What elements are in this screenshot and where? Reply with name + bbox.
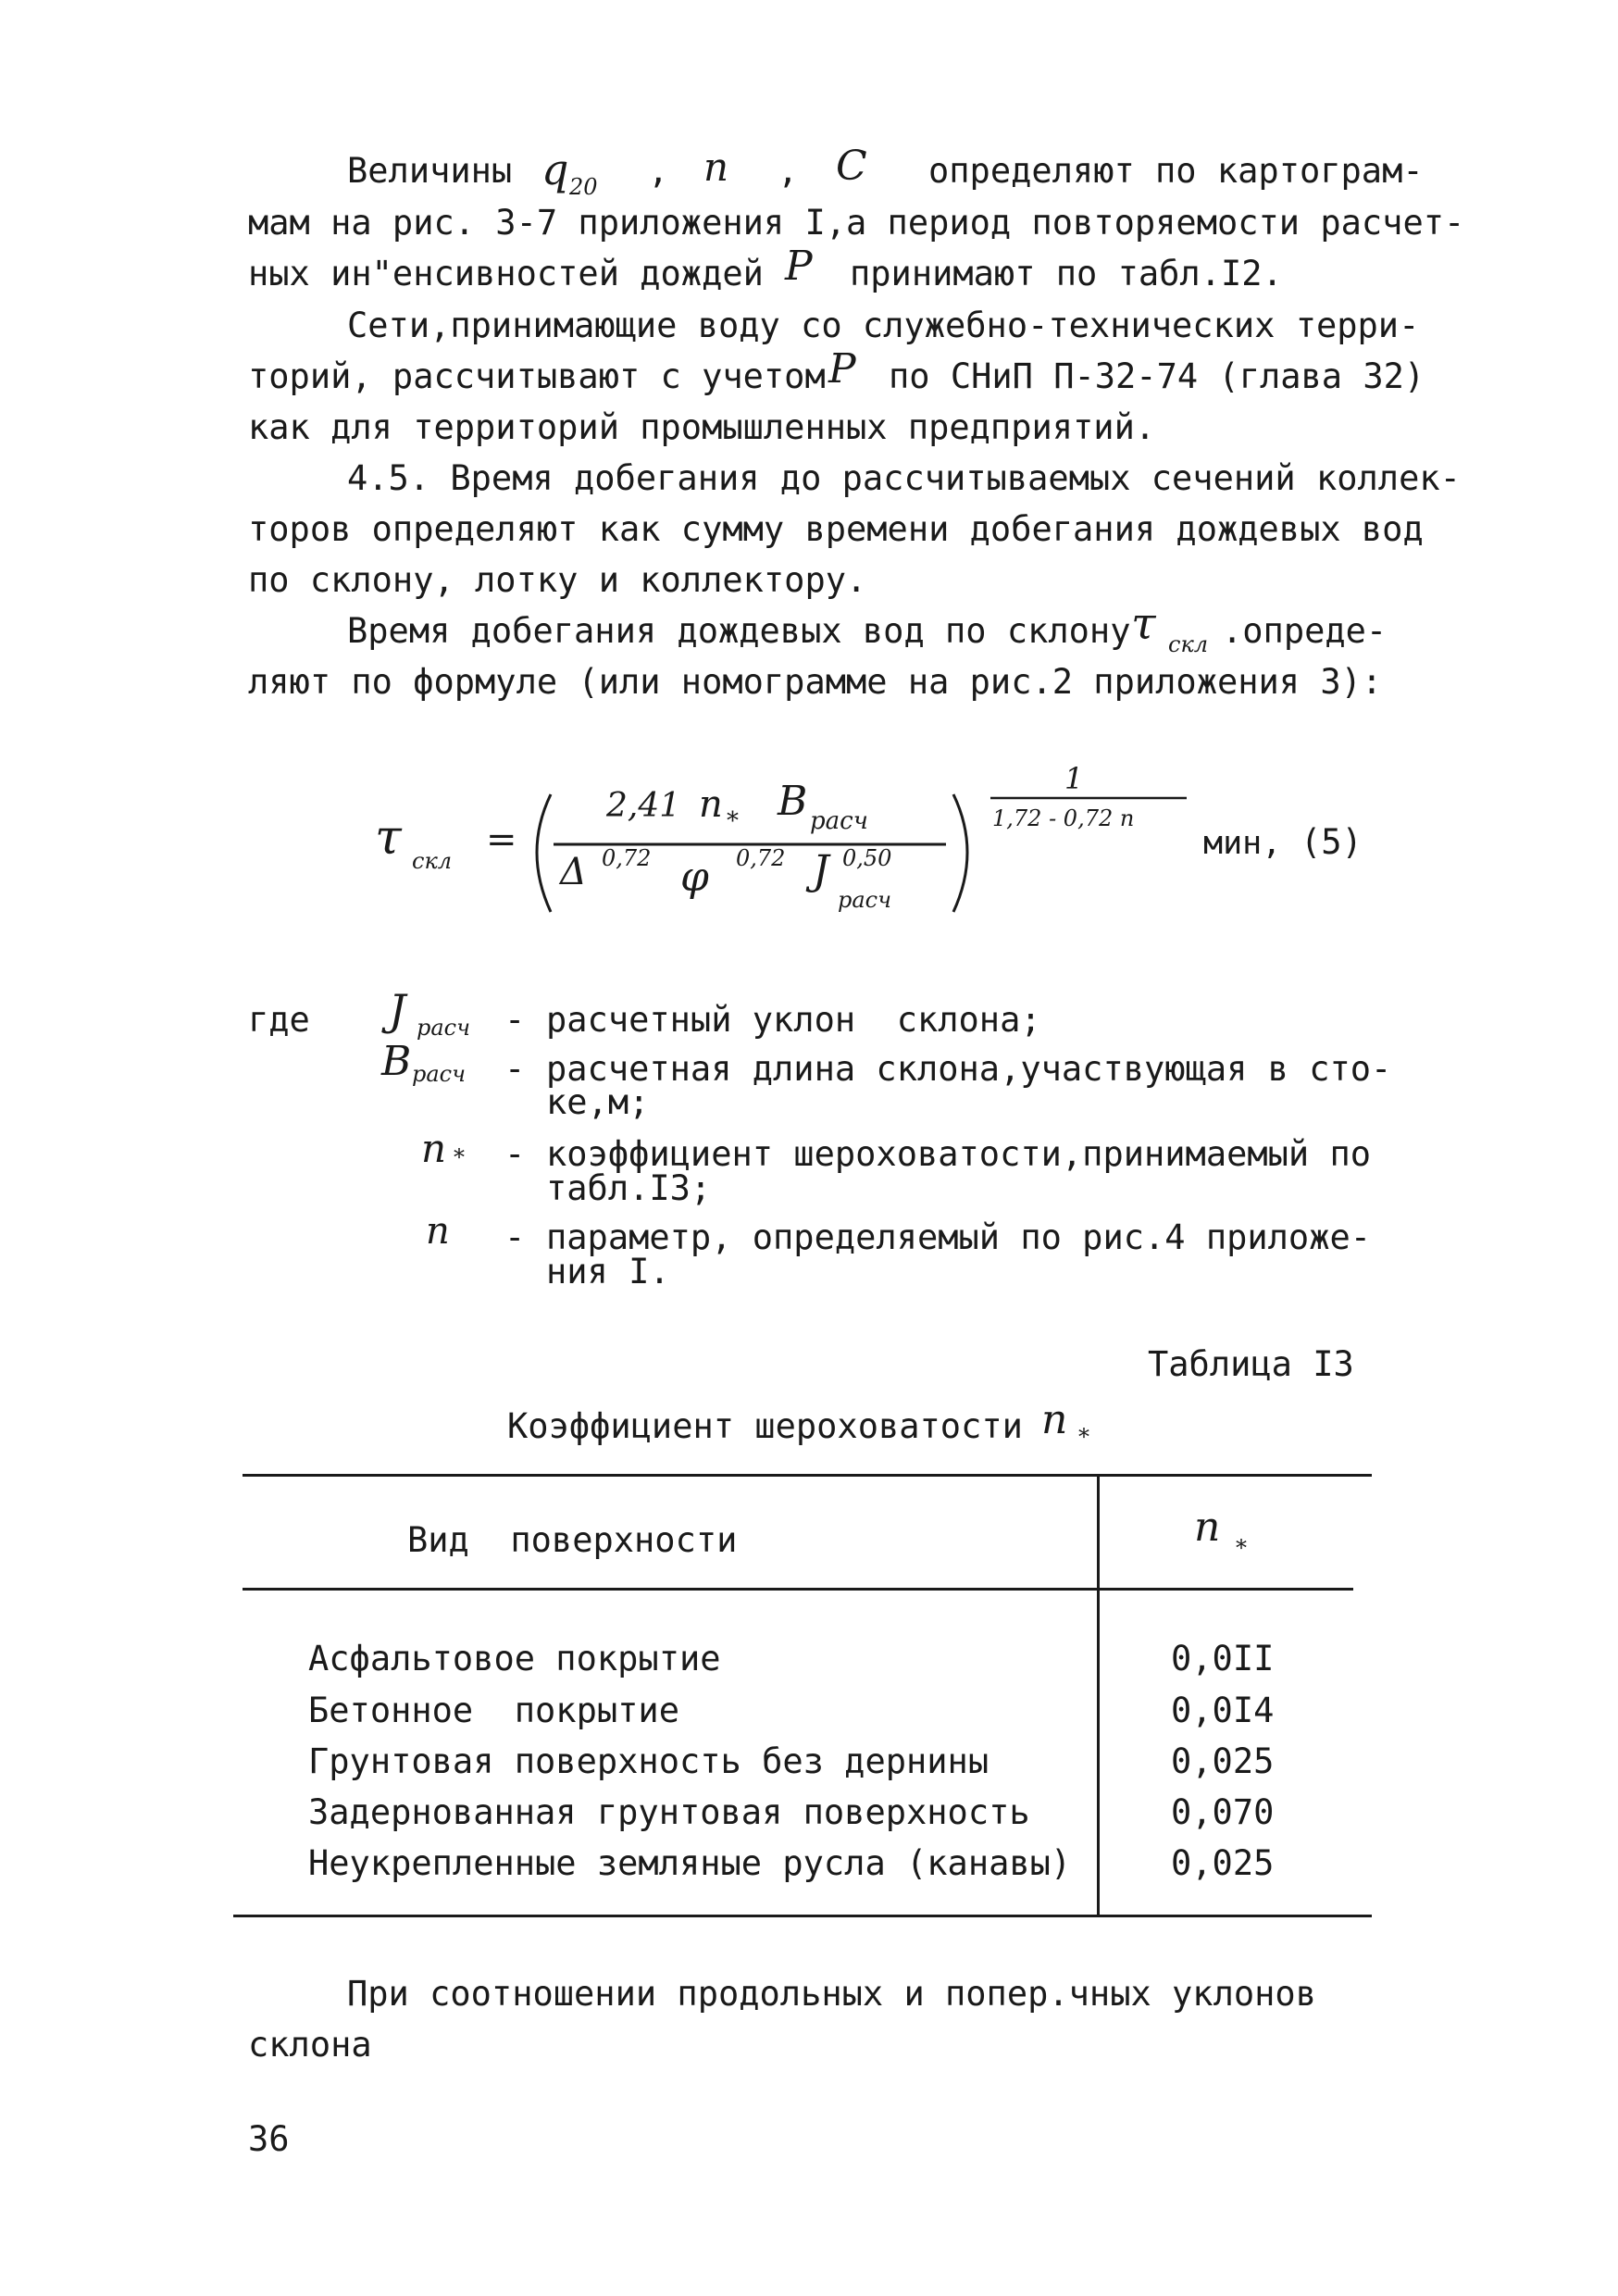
table-row-5-surface: Неукрепленные земляные русла (канавы) — [308, 1843, 1072, 1883]
para1-line3-prefix: ных ин"енсивностей дождей — [248, 254, 764, 293]
table-row-4-value: 0,070 — [1171, 1792, 1275, 1832]
table-row-3-value: 0,025 — [1171, 1741, 1275, 1781]
table-row-1-surface: Асфальтовое покрытие — [308, 1639, 721, 1678]
def2-dash: - — [504, 1049, 526, 1089]
para4-line1-prefix: Время добегания дождевых вод по склону — [347, 611, 1131, 651]
para2-line1: Сети,принимающие воду со служебно-технических терри- — [347, 306, 1420, 345]
table-row-4-surface: Задернованная грунтовая поверхность — [308, 1792, 1030, 1832]
p-symbol-2: P — [828, 345, 856, 393]
para3-line2: торов определяют как сумму времени добегания дождевых вод — [248, 509, 1424, 549]
den-j: J — [813, 847, 829, 894]
num-b-subscript: расч — [810, 807, 868, 835]
p-symbol: P — [785, 243, 813, 290]
def4-symbol: n — [426, 1210, 450, 1253]
formula-unit: мин, — [1203, 825, 1282, 862]
para5-line2: склона — [248, 2025, 372, 2065]
def3-text-line2: табл.I3; — [546, 1168, 712, 1208]
den-delta: Δ — [560, 851, 587, 893]
para2-line2-prefix: торий, рассчитывают с учетом — [248, 356, 826, 396]
def1-symbol-subscript: расч — [417, 1015, 471, 1041]
num-coefficient: 2,41 — [606, 787, 681, 825]
table-caption-symbol-subscript: * — [1078, 1424, 1089, 1450]
para3-line3: по склону, лотку и коллектору. — [248, 560, 867, 600]
table-row-5-value: 0,025 — [1171, 1843, 1275, 1883]
table-top-rule — [243, 1474, 1372, 1477]
c-symbol: C — [836, 143, 867, 190]
formula-5 — [0, 0, 1618, 1018]
power-numerator: 1 — [1064, 761, 1084, 796]
formula-number: (5) — [1301, 822, 1363, 862]
q20-subscript: 20 — [569, 174, 598, 200]
den-j-exponent: 0,50 — [842, 845, 892, 871]
table-row-2-surface: Бетонное покрытие — [308, 1691, 679, 1730]
def3-symbol-subscript: * — [454, 1144, 465, 1170]
table-caption: Коэффициент шероховатости — [507, 1406, 1023, 1446]
definitions-where: где — [248, 1000, 310, 1040]
para2-line2-suffix: по СНиП П-32-74 (глава 32) — [889, 356, 1425, 396]
para1-line1-prefix: Величины — [347, 151, 513, 191]
para4-line2: ляют по формуле (или номограмме на рис.2 приложения 3): — [248, 662, 1383, 702]
table-bottom-rule — [233, 1915, 1372, 1917]
tau-subscript: скл — [1168, 631, 1209, 657]
den-delta-exponent: 0,72 — [602, 845, 652, 871]
def2-text-line1: расчетная длина склона,участвующая в сто- — [546, 1049, 1392, 1089]
def1-text-line1: расчетный уклон склона; — [546, 1000, 1041, 1040]
def1-symbol: J — [389, 985, 406, 1035]
def2-text-line2: ке,м; — [546, 1082, 650, 1122]
power-denominator: 1,72 - 0,72 n — [992, 805, 1135, 831]
para1-comma-2: , — [778, 151, 799, 191]
left-paren — [537, 794, 551, 912]
def2-symbol-subscript: расч — [412, 1061, 467, 1087]
den-j-subscript: расч — [838, 887, 892, 913]
def1-dash: - — [504, 1000, 526, 1040]
para1-line2: мам на рис. 3-7 приложения I,а период повторяемости расчет- — [248, 203, 1465, 243]
q20-symbol: q — [541, 144, 569, 194]
para3-line1: 4.5. Время добегания до рассчитываемых сечений коллек- — [347, 458, 1461, 498]
den-phi-exponent: 0,72 — [736, 845, 786, 871]
table-row-1-value: 0,0II — [1171, 1639, 1275, 1678]
formula-lhs: τ — [375, 810, 402, 866]
para5-line1: При соотношении продольных и попер.чных уклонов — [347, 1974, 1316, 2014]
table-column-divider — [1097, 1476, 1100, 1917]
table-header-symbol-subscript: * — [1236, 1535, 1247, 1561]
def3-text-line1: коэффициент шероховатости,принимаемый по — [546, 1134, 1372, 1174]
table-header-surface: Вид поверхности — [407, 1520, 738, 1560]
para4-line1-suffix: .опреде- — [1222, 611, 1388, 651]
para1-line3-suffix: принимают по табл.I2. — [850, 254, 1283, 293]
def3-dash: - — [504, 1134, 526, 1174]
para1-line1-suffix: определяют по картограм- — [928, 151, 1424, 191]
den-phi: φ — [680, 854, 709, 901]
para1-comma-1: , — [648, 151, 669, 191]
def3-symbol: n — [421, 1126, 447, 1171]
table-label: Таблица I3 — [1148, 1344, 1354, 1384]
tau-symbol: τ — [1131, 598, 1156, 650]
table-row-2-value: 0,0I4 — [1171, 1691, 1275, 1730]
table-caption-symbol: n — [1041, 1396, 1068, 1443]
formula-lhs-subscript: скл — [412, 848, 453, 874]
def4-text-line1: параметр, определяемый по рис.4 приложе- — [546, 1217, 1372, 1257]
formula-equals: = — [486, 818, 517, 861]
def4-dash: - — [504, 1217, 526, 1257]
table-row-3-surface: Грунтовая поверхность без дернины — [308, 1741, 989, 1781]
def2-symbol: B — [381, 1038, 412, 1085]
num-b: B — [778, 778, 808, 825]
right-paren — [953, 794, 967, 912]
num-n-subscript: * — [727, 807, 739, 835]
table-header-symbol: n — [1194, 1504, 1221, 1551]
table-header-rule — [243, 1588, 1353, 1591]
page-number: 36 — [248, 2119, 290, 2159]
para2-line3: как для территорий промышленных предприятий. — [248, 407, 1156, 447]
num-n: n — [699, 783, 723, 826]
def4-text-line2: ния I. — [546, 1252, 670, 1292]
n-symbol: n — [703, 144, 729, 190]
